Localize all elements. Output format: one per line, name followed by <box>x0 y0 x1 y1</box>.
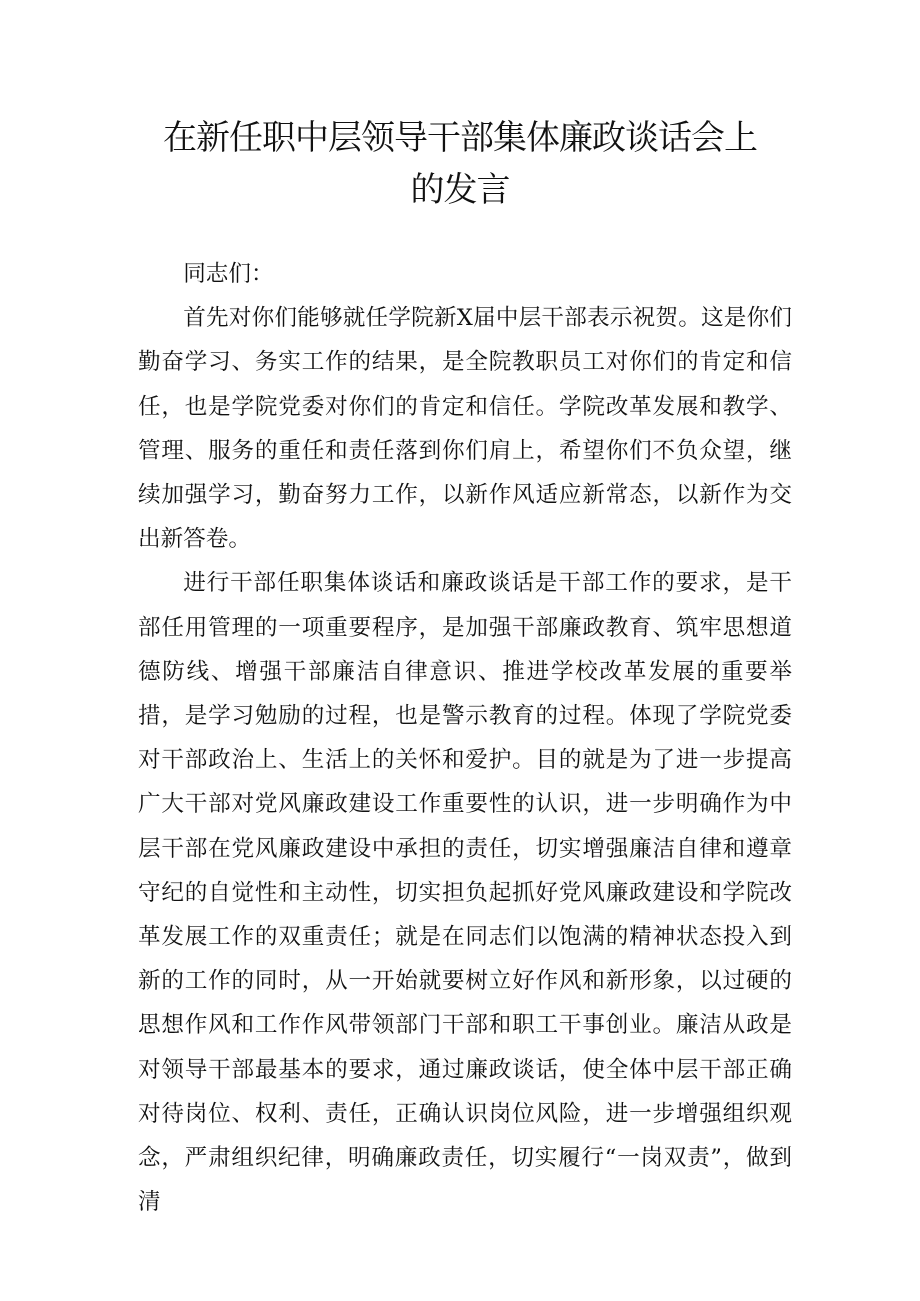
document-body <box>138 252 792 1224</box>
paragraph-2: 进行干部任职集体谈话和廉政谈话是干部工作的要求，是干部任用管理的一项重要程序，是加强干部廉政教育、筑牢思想道德防线、增强干部廉洁自律意识、推进学校改革发展的重要举措，是学习勉励的过程，也是警示教育的过程。体现了学院党委对干部政治上、生活上的关怀和爱护。目的就是为了进一步提高广大干部对党风廉政建设工作重要性的认识，进一步明确作为中层干部在党风廉政建设中承担的责任，切实增强廉洁自律和遵章守纪的自觉性和主动性，切实担负起抓好党风廉政建设和学院改革发展工作的双重责任；就是在同志们以饱满的精神状态投入到新的工作的同时，从一开始就要树立好作风和新形象，以过硬的思想作风和工作作风带领部门干部和职工干事创业。廉洁从政是对领导干部最基本的要求，通过廉政谈话，使全体中层干部正确对待岗位、权利、责任，正确认识岗位风险，进一步增强组织观念，严肃组织纪律，明确廉政责任，切实履行“一岗双责”，做到清 <box>138 570 792 1216</box>
greeting: 同志们： <box>183 261 274 287</box>
document-title <box>100 112 820 216</box>
title-line-1: 在新任职中层领导干部集体廉政谈话会上 <box>163 118 757 158</box>
title-line-2: 的发言 <box>410 170 510 210</box>
paragraph-1: 首先对你们能够就任学院新X届中层干部表示祝贺。这是你们勤奋学习、务实工作的结果，是全院教职员工对你们的肯定和信任，也是学院党委对你们的肯定和信任。学院改革发展和教学、管理、服务的重任和责任落到你们肩上，希望你们不负众望，继续加强学习，勤奋努力工作，以新作风适应新常态，以新作为交出新答卷。 <box>138 305 792 553</box>
